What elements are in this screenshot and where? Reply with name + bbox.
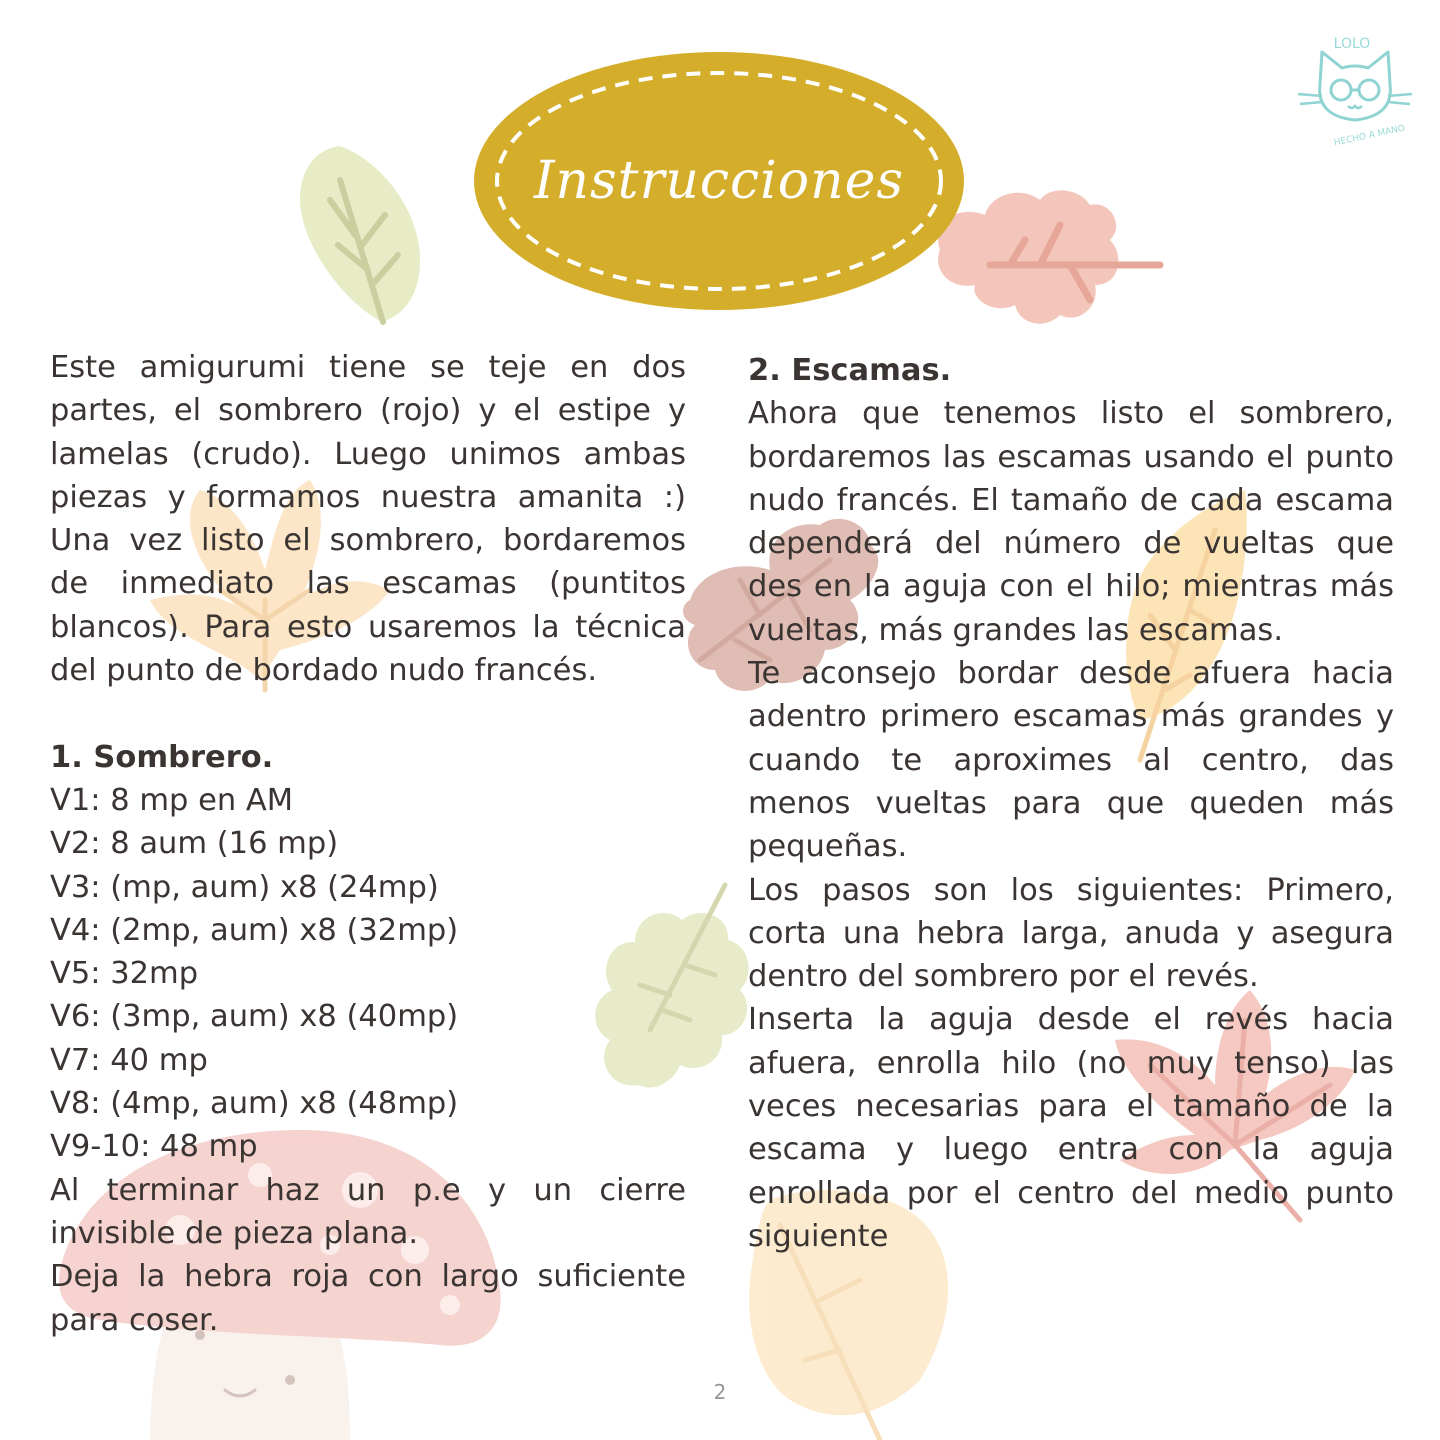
round-line: V1: 8 mp en AM [50,782,294,818]
instruction-paragraph: Los pasos son los siguientes: Primero, corta una hebra larga, anuda y asegura dentro del sombrero por el revés. [748,872,1394,995]
closing-paragraph: Al terminar haz un p.e y un cierre invisible de pieza plana. [50,1172,686,1251]
spacer [50,692,686,735]
cat-with-glasses-icon [1290,24,1420,154]
page-number: 2 [713,1380,727,1404]
round-line: V2: 8 aum (16 mp) [50,826,339,862]
page-title: Instrucciones [533,151,905,211]
round-line: V3: (mp, aum) x8 (24mp) [50,869,439,905]
title-badge [474,52,964,310]
round-line: V7: 40 mp [50,1042,208,1078]
intro-paragraph: Este amigurumi tiene se teje en dos partes, el sombrero (rojo) y el estipe y lamelas (crudo). Luego unimos ambas piezas y formamos nuestra amanita :) Una vez listo el sombrero, bordaremos de inmediato las escamas (puntitos blancos). Para esto usaremos la técnica del punto de bordado nudo francés. [50,350,686,689]
pink-oak-leaf-icon [938,190,1160,323]
brand-logo [1290,24,1420,154]
rounds-list [50,779,686,1169]
green-leaf-icon [300,146,420,322]
round-line: V8: (4mp, aum) x8 (48mp) [50,1086,459,1122]
round-line: V6: (3mp, aum) x8 (40mp) [50,999,459,1035]
logo-bottom-text: HECHO A MANO [1333,123,1406,149]
instruction-paragraph: Te aconsejo bordar desde afuera hacia adentro primero escamas más grandes y cuando te aproximes al centro, das menos vueltas para que queden más pequeñas. [748,656,1394,865]
right-column [748,349,1394,1258]
instruction-paragraph: Inserta la aguja desde el revés hacia afuera, enrolla hilo (no muy tenso) las veces necesarias para el tamaño de la escama y luego entra con la aguja enrollada por el centro del medio punto siguiente [748,1002,1394,1254]
left-column [50,346,686,1342]
instruction-paragraph: Ahora que tenemos listo el sombrero, bordaremos las escamas usando el punto nudo francés. El tamaño de cada escama dependerá del número de vueltas que des en la aguja con el hilo; mientras más vueltas, más grandes las escamas. [748,396,1394,648]
round-line: V9-10: 48 mp [50,1129,258,1165]
round-line: V5: 32mp [50,956,199,992]
section-title-escamas: 2. Escamas. [748,353,952,388]
logo-top-text: LOLO [1333,36,1371,52]
closing-paragraph: Deja la hebra roja con largo suficiente para coser. [50,1259,686,1338]
round-line: V4: (2mp, aum) x8 (32mp) [50,912,459,948]
section-title-sombrero: 1. Sombrero. [50,739,274,775]
